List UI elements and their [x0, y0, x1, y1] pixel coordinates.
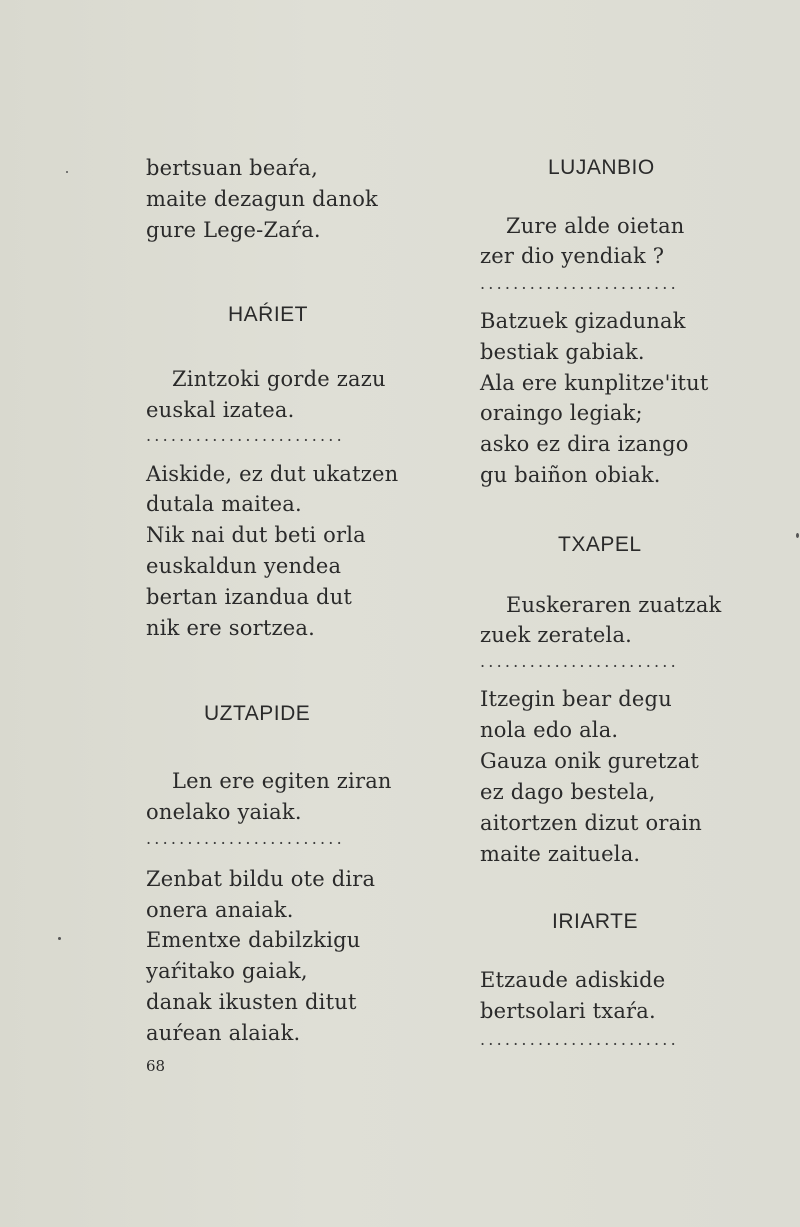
verse-line: oraingo legiak;: [480, 401, 643, 425]
verse-line: bertsolari txaŕa.: [480, 999, 656, 1023]
verse-line: Zintzoki gorde zazu: [172, 367, 386, 391]
verse-line: maite zaituela.: [480, 842, 641, 866]
verse-line: Ementxe dabilzkigu: [146, 928, 361, 952]
verse-line: aitortzen dizut orain: [480, 811, 702, 835]
paper-speck: [58, 937, 61, 940]
section-heading: HAŔIET: [228, 303, 309, 326]
verse-line: bertsuan beaŕa,: [146, 156, 318, 180]
verse-line: Itzegin bear degu: [480, 687, 672, 711]
verse-line: onelako yaiak.: [146, 800, 302, 824]
ellipsis-divider: ........................: [480, 274, 679, 293]
verse-line: Gauza onik guretzat: [480, 749, 700, 773]
verse-line: Ala ere kunplitze'itut: [480, 371, 709, 395]
section-heading: IRIARTE: [552, 910, 638, 933]
verse-line: Zenbat bildu ote dira: [146, 867, 376, 891]
verse-line: euskaldun yendea: [146, 554, 342, 578]
verse-line: asko ez dira izango: [480, 432, 689, 456]
ellipsis-divider: ........................: [146, 426, 345, 445]
verse-line: zer dio yendiak ?: [480, 244, 665, 268]
ellipsis-divider: ........................: [480, 1030, 679, 1049]
section-heading: LUJANBIO: [548, 156, 655, 179]
verse-line: auŕean alaiak.: [146, 1021, 301, 1045]
verse-line: nola edo ala.: [480, 718, 619, 742]
verse-line: euskal izatea.: [146, 398, 295, 422]
verse-line: Len ere egiten ziran: [172, 769, 392, 793]
verse-line: Etzaude adiskide: [480, 968, 666, 992]
verse-line: Nik nai dut beti orla: [146, 523, 366, 547]
verse-line: nik ere sortzea.: [146, 616, 315, 640]
ellipsis-divider: ........................: [480, 652, 679, 671]
verse-line: Euskeraren zuatzak: [506, 593, 722, 617]
verse-line: Aiskide, ez dut ukatzen: [146, 462, 399, 486]
page-number: 68: [146, 1057, 166, 1075]
section-heading: UZTAPIDE: [204, 702, 311, 725]
verse-line: bertan izandua dut: [146, 585, 353, 609]
verse-line: Batzuek gizadunak: [480, 309, 686, 333]
section-heading: TXAPEL: [558, 533, 642, 556]
ellipsis-divider: ........................: [146, 829, 345, 848]
verse-line: bestiak gabiak.: [480, 340, 645, 364]
verse-line: dutala maitea.: [146, 492, 302, 516]
paper-speck: [66, 171, 68, 173]
verse-line: gure Lege-Zaŕa.: [146, 218, 321, 242]
verse-line: danak ikusten ditut: [146, 990, 357, 1014]
verse-line: onera anaiak.: [146, 898, 294, 922]
verse-line: maite dezagun danok: [146, 187, 378, 211]
paper-speck: [796, 533, 799, 538]
verse-line: gu baiñon obiak.: [480, 463, 661, 487]
verse-line: yaŕitako gaiak,: [146, 959, 308, 983]
verse-line: ez dago bestela,: [480, 780, 656, 804]
verse-line: zuek zeratela.: [480, 623, 633, 647]
verse-line: Zure alde oietan: [506, 214, 685, 238]
